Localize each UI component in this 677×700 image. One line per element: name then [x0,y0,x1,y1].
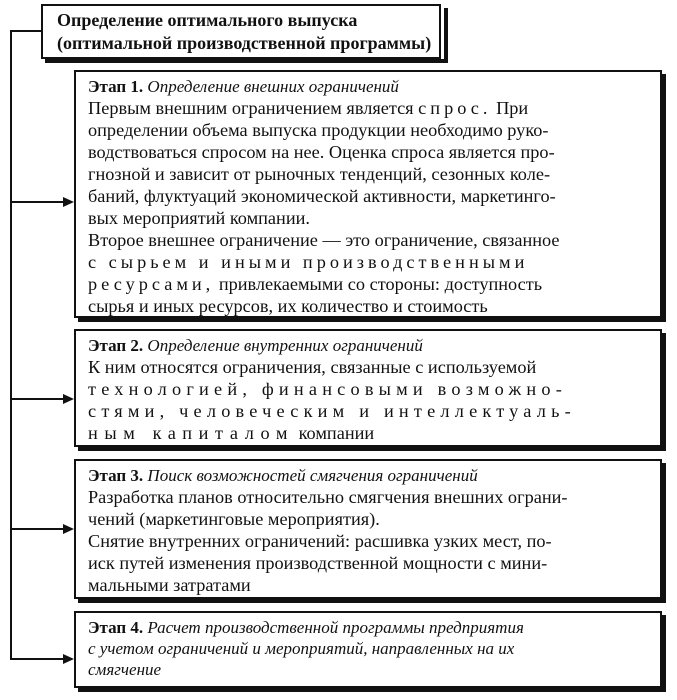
stage-1-line: водствоваться спросом на нее. Оценка спроса является про- [88,142,555,162]
stage-2-line: ным капиталом компании [88,423,375,443]
stage-1-number: Этап 1. [88,77,144,96]
stage-1-line: вых мероприятий компании. [88,208,310,228]
connector-stage-1 [10,201,65,203]
stage-3-line: Снятие внутренних ограничений: расшивка узких мест, по- [88,531,552,551]
stage-3-shadow-bottom [78,599,666,603]
title-line-2: (оптимальной производственной программы) [57,33,432,53]
stage-4-number: Этап 4. [88,618,144,637]
stage-1-line: Первым внешним ограничением является спрос. При [88,98,529,118]
arrow-stage-2 [63,394,74,404]
stage-3-heading [88,465,652,486]
stage-1-line: Второе внешнее ограничение — это ограничение, связанное [88,230,560,250]
stage-3-shadow [662,463,666,603]
stage-3-line: Разработка планов относительно смягчения внешних ограни- [88,487,568,507]
stage-1-line: с сырьем и иными производственными [88,252,529,272]
arrow-stage-3 [63,524,74,534]
connector-stage-3 [10,528,65,530]
stage-2-line: К ним относятся ограничения, связанные с используемой [88,357,537,377]
stage-4-line: с учетом ограничений и мероприятий, направленных на их [88,639,515,658]
stage-2-number: Этап 2. [88,336,144,355]
title-line-1: Определение оптимального выпуска [57,10,358,30]
stage-2-line: стями, человеческим и интеллектуаль- [88,401,576,421]
stage-3-number: Этап 3. [88,466,144,485]
stage-2-heading [88,335,652,356]
stage-2-box [74,329,662,447]
stage-1-box [74,70,662,318]
stage-4-shadow [662,615,666,692]
stage-1-heading [88,76,652,97]
stage-4-shadow-bottom [78,688,666,692]
connector-stage-2 [10,398,65,400]
stage-4-heading [88,617,652,638]
arrow-stage-1 [63,197,74,207]
stage-1-line: определении объема выпуска продукции необходимо руко- [88,120,549,140]
title-box-shadow [444,8,448,63]
diagram-title [57,9,431,55]
arrow-stage-4 [63,654,74,664]
stage-4-name: Расчет производственной программы предприятия [147,618,524,637]
stage-1-shadow [662,74,666,322]
stage-3-box [74,459,662,599]
stage-1-line: сырья и иных ресурсов, их количество и стоимость [88,296,488,316]
stage-4-line: смягчение [88,660,162,679]
title-box [41,4,441,59]
stage-3-line: иск путей изменения производственной мощности с мини- [88,553,548,573]
stage-2-line: технологией, финансовыми возможно- [88,379,567,399]
stage-2-shadow [662,333,666,451]
stage-1-name: Определение внешних ограничений [147,77,399,96]
stage-3-name: Поиск возможностей смягчения ограничений [147,466,478,485]
connector-stage-4 [10,658,65,660]
stage-2-shadow-bottom [78,447,666,451]
stage-3-line: мальными затратами [88,575,251,595]
stage-1-shadow-bottom [78,318,666,322]
stage-1-line: ресурсами, привлекаемыми со стороны: доступность [88,274,543,294]
title-box-shadow-bottom [45,59,448,63]
connector-title [10,30,42,32]
stage-3-line: чений (маркетинговые мероприятия). [88,509,380,529]
stage-2-name: Определение внутренних ограничений [147,336,423,355]
stage-1-line: гнозной и зависит от рыночных тенденций, сезонных коле- [88,164,551,184]
stage-4-box [74,611,662,688]
connector-trunk [10,30,12,659]
stage-1-line: баний, флуктуаций экономической активности, маркетинго- [88,186,556,206]
